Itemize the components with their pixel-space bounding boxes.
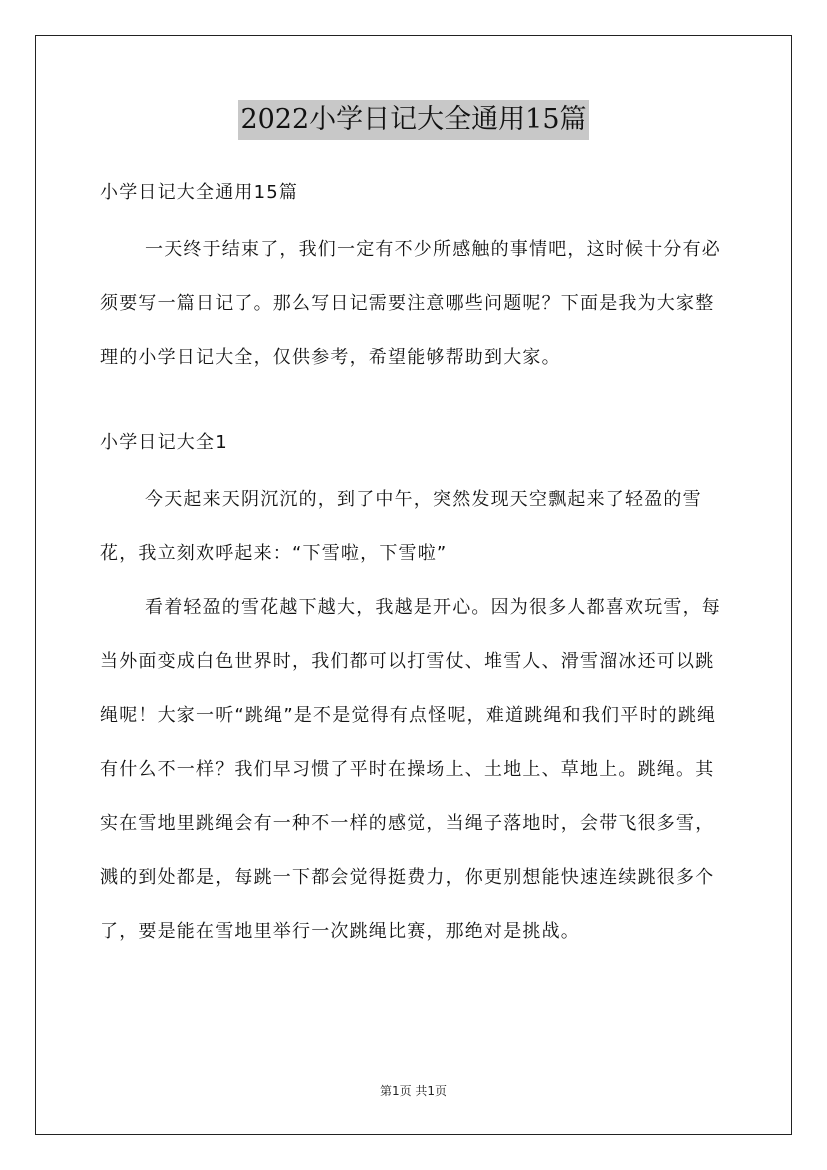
section-heading: 小学日记大全1 [100, 432, 228, 453]
body-paragraph: 看着轻盈的雪花越下越大，我越是开心。因为很多人都喜欢玩雪，每当外面变成白色世界时，我们都可以打雪仗、堆雪人、滑雪溜冰还可以跳绳呢！大家一听“跳绳”是不是觉得有点怪呢，难道跳绳和我们平时的跳绳有什么不一样？我们早习惯了平时在操场上、土地上、草地上。跳绳。其实在雪地里跳绳会有一种不一样的感觉，当绳子落地时，会带飞很多雪，溅的到处都是，每跳一下都会觉得挺费力，你更别想能快速连续跳很多个了，要是能在雪地里举行一次跳绳比赛，那绝对是挑战。 [100, 597, 721, 942]
body-paragraph: 今天起来天阴沉沉的，到了中午，突然发现天空飘起来了轻盈的雪花，我立刻欢呼起来：“下雪啦，下雪啦” [100, 489, 702, 564]
title-container [0, 100, 827, 140]
intro-paragraph: 一天终于结束了，我们一定有不少所感触的事情吧，这时候十分有必须要写一篇日记了。那么写日记需要注意哪些问题呢？下面是我为大家整理的小学日记大全，仅供参考，希望能够帮助到大家。 [100, 239, 721, 368]
document-body [100, 175, 730, 959]
section-gap [100, 385, 730, 425]
document-title: 2022小学日记大全通用15篇 [238, 100, 588, 140]
page-footer: 第1页 共1页 [379, 1084, 448, 1098]
subtitle: 小学日记大全通用15篇 [100, 182, 299, 203]
